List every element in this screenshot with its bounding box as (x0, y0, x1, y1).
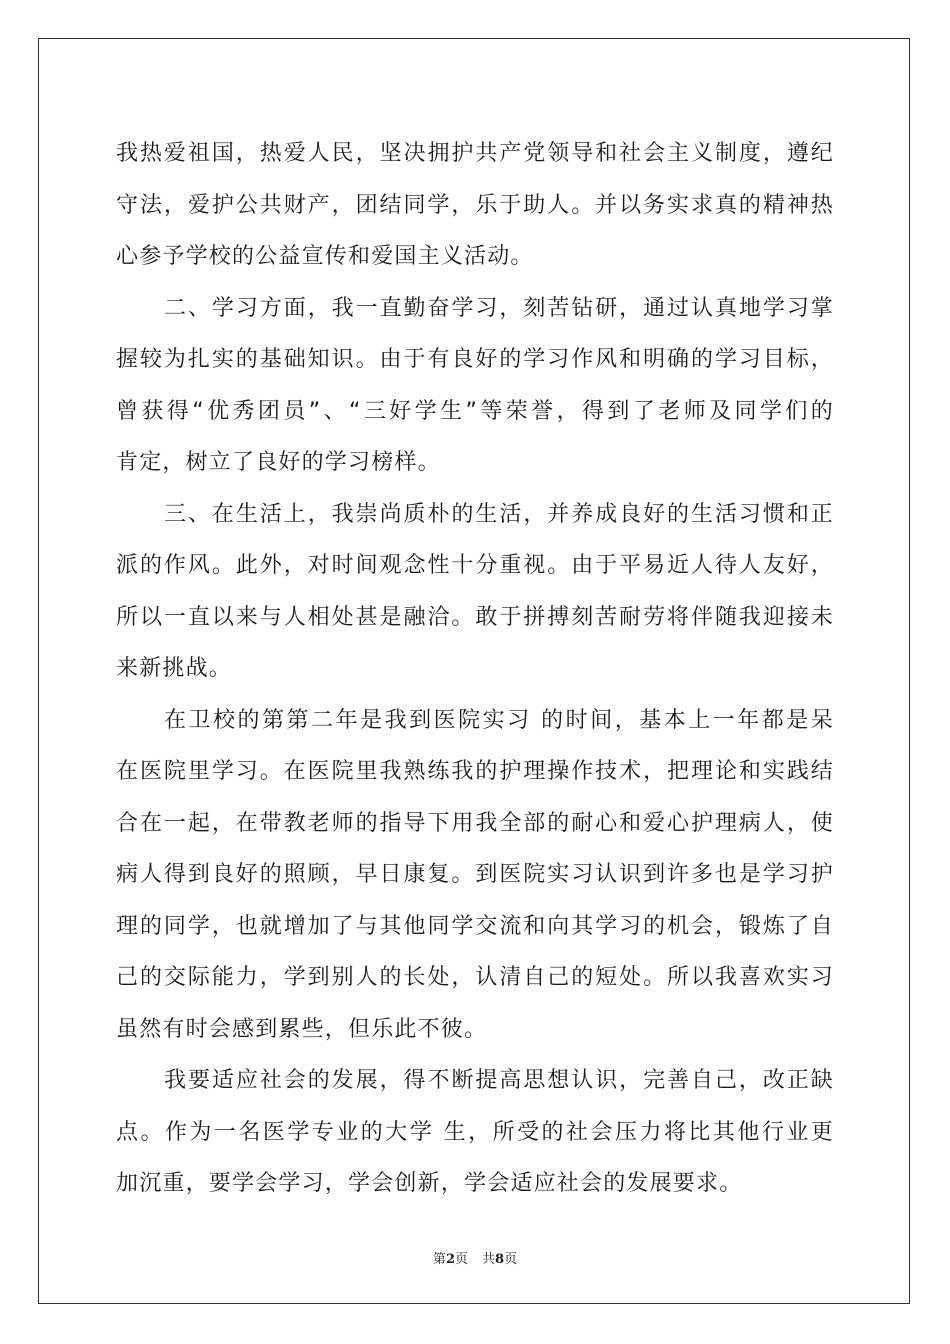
text-line: 在卫校的第第二年是我到医院实习 的时间，基本上一年都是呆 (164, 707, 834, 733)
text-line: 我热爱祖国，热爱人民，坚决拥护共产党领导和社会主义制度，遵纪 (116, 141, 834, 166)
text-line: 心参予学校的公益宣传和爱国主义活动。 (116, 244, 534, 269)
text-line: 加沉重，要学会学习，学会创新，学会适应社会的发展要求。 (116, 1171, 743, 1196)
text-line: 二、学习方面，我一直勤奋学习，刻苦钻研，通过认真地学习掌 (164, 295, 834, 321)
text-line: 合在一起，在带教老师的指导下用我全部的耐心和爱心护理病人，使 (116, 810, 834, 836)
text-line: 曾获得“优秀团员”、“三好学生”等荣誉，得到了老师及同学们的 (116, 398, 834, 424)
text-line: 三、在生活上，我崇尚质朴的生活，并养成良好的生活习惯和正 (164, 501, 834, 527)
footer-total-prefix: 共 (482, 1252, 496, 1267)
text-line: 来新挑战。 (116, 656, 233, 681)
footer-page-suffix: 页 (454, 1252, 468, 1267)
text-line: 己的交际能力，学到别人的长处，认清自己的短处。所以我喜欢实习 (116, 965, 834, 990)
footer-page-current: 2 (445, 1252, 455, 1267)
text-line: 派的作风。此外，对时间观念性十分重视。由于平易近人待人友好， (116, 553, 834, 578)
text-line: 握较为扎实的基础知识。由于有良好的学习作风和明确的学习目标， (116, 347, 834, 372)
text-line: 肯定，树立了良好的学习榜样。 (116, 450, 441, 475)
footer-page-total: 8 (495, 1252, 505, 1267)
text-line: 守法，爱护公共财产，团结同学，乐于助人。并以务实求真的精神热 (116, 192, 834, 218)
text-line: 所以一直以来与人相处甚是融洽。敢于拼搏刻苦耐劳将伴随我迎接未 (116, 604, 834, 630)
text-line: 点。作为一名医学专业的大学 生，所受的社会压力将比其他行业更 (116, 1119, 834, 1145)
text-line: 病人得到良好的照顾，早日康复。到医院实习认识到许多也是学习护 (116, 862, 834, 887)
page-footer (0, 1248, 950, 1267)
footer-total-suffix: 页 (504, 1252, 518, 1267)
footer-page-prefix: 第 (432, 1252, 446, 1267)
text-line: 虽然有时会感到累些，但乐此不彼。 (116, 1016, 488, 1042)
text-line: 理的同学，也就增加了与其他同学交流和向其学习的机会，锻炼了自 (116, 913, 834, 939)
text-line: 在医院里学习。在医院里我熟练我的护理操作技术，把理论和实践结 (116, 759, 834, 784)
text-line: 我要适应社会的发展，得不断提高思想认识，完善自己，改正缺 (164, 1068, 834, 1093)
document-body (116, 128, 834, 1210)
